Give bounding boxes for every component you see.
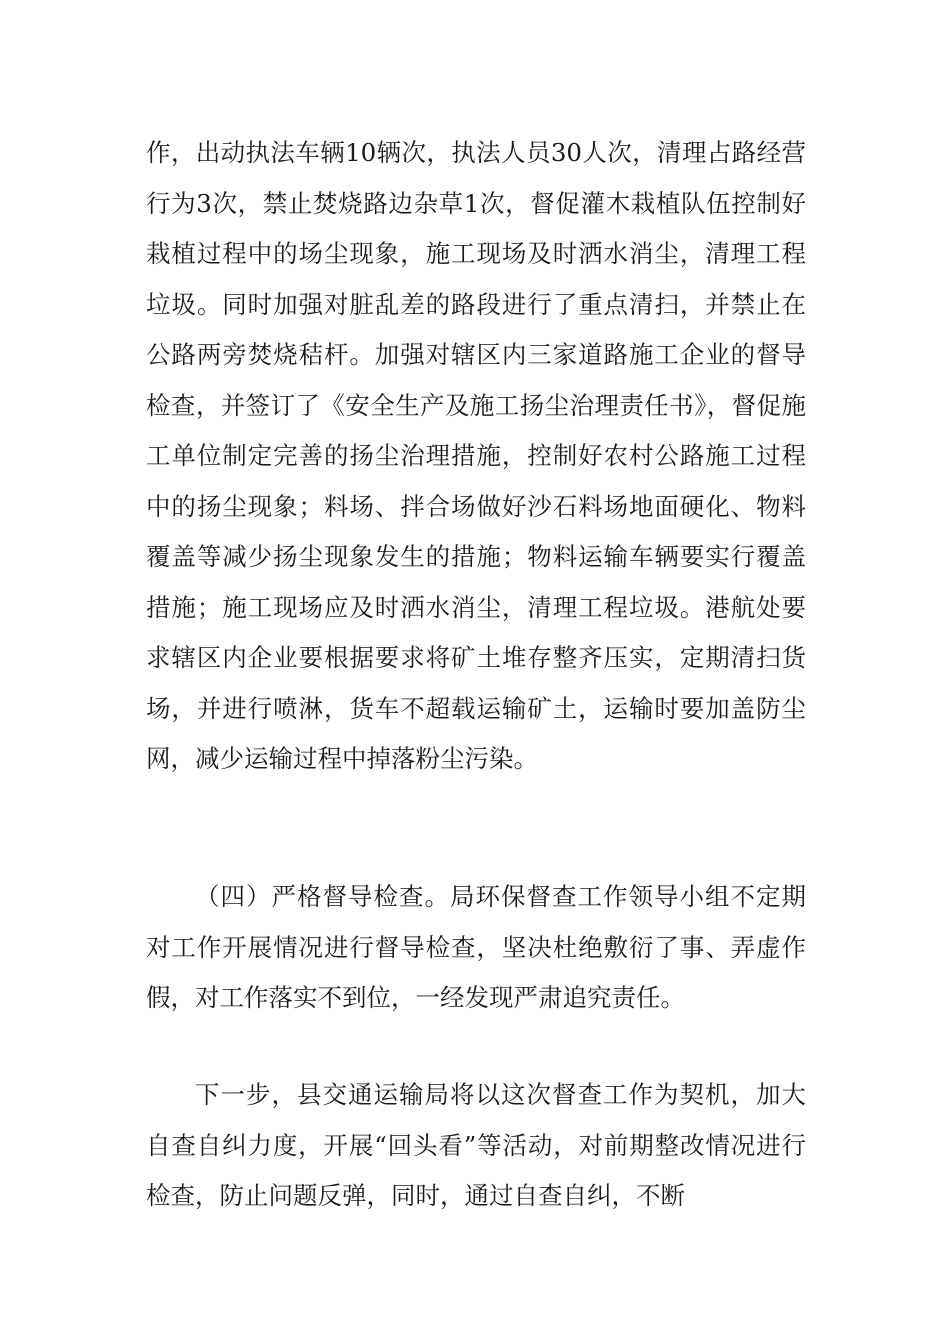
paragraph-dust-control-measures: 作，出动执法车辆10辆次，执法人员30人次，清理占路经营行为3次，禁止焚烧路边杂草1次，督促灌木栽植队伍控制好栽植过程中的场尘现象，施工现场及时洒水消尘，清理工程垃圾。同时加强对脏乱差的路段进行了重点清扫，并禁止在公路两旁焚烧秸杆。加强对辖区内三家道路施工企业的督导检查，并签订了《安全生产及施工扬尘治理责任书》，督促施工单位制定完善的扬尘治理措施，控制好农村公路施工过程中的扬尘现象；料场、拌合场做好沙石料场地面硬化、物料覆盖等减少扬尘现象发生的措施；物料运输车辆要实行覆盖措施；施工现场应及时洒水消尘，清理工程垃圾。港航处要求辖区内企业要根据要求将矿土堆存整齐压实，定期清扫货场，并进行喷淋，货车不超载运输矿土，运输时要加盖防尘网，减少运输过程中掉落粉尘污染。 <box>146 138 806 773</box>
paragraph-supervision-inspection: （四）严格督导检查。局环保督查工作领导小组不定期对工作开展情况进行督导检查，坚决杜绝敷衍了事、弄虚作假，对工作落实不到位，一经发现严肃追究责任。 <box>146 882 806 1012</box>
paragraph-next-steps: 下一步，县交通运输局将以这次督查工作为契机，加大自查自纠力度，开展“回头看”等活动，对前期整改情况进行检查，防止问题反弹，同时，通过自查自纠，不断 <box>146 1080 806 1210</box>
